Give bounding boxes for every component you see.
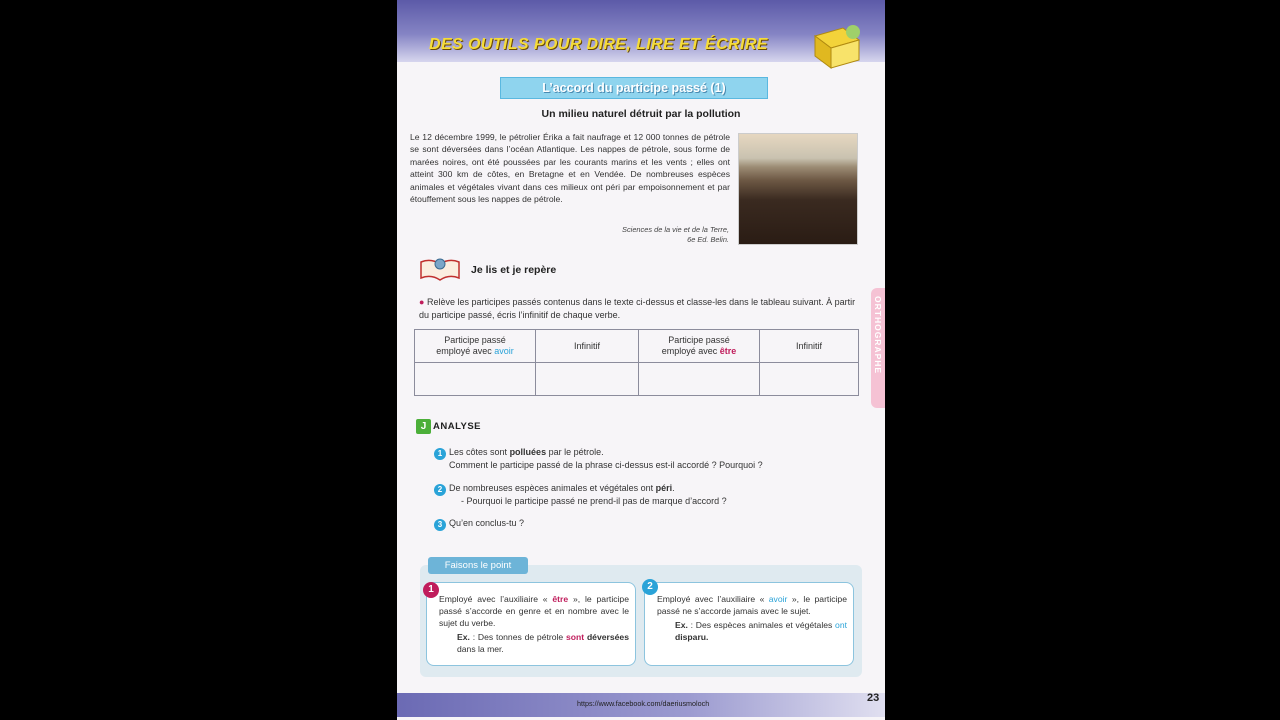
- lesson-subtitle: Un milieu naturel détruit par la pollution: [541, 108, 741, 120]
- rule-text: », le participe passé ne s’accorde jamais avec le sujet.: [657, 594, 847, 616]
- rule-example: [439, 631, 629, 655]
- rule-box-1: [426, 582, 636, 666]
- rule-keyword: être: [552, 594, 569, 604]
- question-number: 2: [434, 484, 446, 496]
- question-text: - Pourquoi le participe passé ne prend-il pas de marque d’accord ?: [461, 496, 727, 506]
- example-auxiliary: ont: [835, 620, 847, 630]
- question-text: Comment le participe passé de la phrase ci-dessus est-il accordé ? Pourquoi ?: [449, 460, 763, 470]
- oil-spill-photo: [738, 133, 858, 245]
- example-text: dans la mer.: [457, 644, 504, 654]
- header-keyword: être: [719, 346, 737, 356]
- question-text: Les côtes sont: [449, 447, 508, 457]
- summary-tab: Faisons le point: [428, 557, 528, 574]
- question-keyword: péri: [655, 483, 673, 493]
- example-label: Ex.: [675, 620, 688, 630]
- lesson-title: L’accord du participe passé (1): [500, 77, 768, 99]
- bullet-icon: ●: [419, 297, 425, 307]
- open-book-icon: [419, 256, 461, 282]
- question-text: De nombreuses espèces animales et végétales ont: [449, 483, 654, 493]
- example-text: : Des espèces animales et végétales: [690, 620, 833, 630]
- question-number: 1: [434, 448, 446, 460]
- table-cell[interactable]: [536, 363, 639, 396]
- question-number: 3: [434, 519, 446, 531]
- rule-text: Employé avec l’auxiliaire «: [657, 594, 765, 604]
- header-text: Participe passé: [444, 335, 506, 345]
- page-banner: [397, 0, 885, 62]
- example-label: Ex.: [457, 632, 470, 642]
- page-number: 23: [867, 692, 880, 704]
- example-participle: déversées: [586, 632, 629, 642]
- instruction-text: [419, 296, 859, 322]
- example-text: : Des tonnes de pétrole: [472, 632, 564, 642]
- rule-text: », le participe passé s’accorde en genre et en nombre avec le sujet du verbe.: [439, 594, 629, 628]
- rule-keyword: avoir: [768, 594, 788, 604]
- rule-example: [657, 619, 847, 643]
- table-cell[interactable]: [639, 363, 760, 396]
- source-citation: [577, 225, 729, 245]
- question-2: De nombreuses espèces animales et végétales ont péri. - Pourquoi le participe passé ne prend-il pas de marque d’accord ?: [449, 483, 727, 506]
- question-1: [449, 446, 763, 472]
- question-3: Qu’en conclus-tu ?: [449, 518, 525, 528]
- source-line-2: 6e Ed. Belin.: [687, 235, 729, 244]
- participle-table: [414, 329, 859, 396]
- section-title-lis: Je lis et je repère: [471, 264, 557, 276]
- table-header-cell: Infinitif: [760, 330, 859, 363]
- side-tab-label: ORTHOGRAPHE: [873, 296, 883, 375]
- publisher-logo-icon: [809, 22, 869, 74]
- instruction-body: Relève les participes passés contenus dans le texte ci-dessus et classe-les dans le tableau suivant. À partir du participe passé, écris l’infinitif de chaque verbe.: [419, 297, 856, 320]
- textbook-page: [397, 0, 885, 720]
- rule-box-2: [644, 582, 854, 666]
- question-text: par le pétrole.: [548, 447, 604, 457]
- table-header-cell: [415, 330, 536, 363]
- rule-number-1: 1: [423, 582, 439, 598]
- table-cell[interactable]: [760, 363, 859, 396]
- rule-text: Employé avec l’auxiliaire «: [439, 594, 548, 604]
- analyse-label: ANALYSE: [433, 421, 482, 432]
- header-text: employé avec: [436, 346, 492, 356]
- table-header-cell: Infinitif: [536, 330, 639, 363]
- table-cell[interactable]: [415, 363, 536, 396]
- header-text: Participe passé: [668, 335, 730, 345]
- lesson-paragraph: Le 12 décembre 1999, le pétrolier Érika a fait naufrage et 12 000 tonnes de pétrole se sont déversées dans l’océan Atlantique. Les nappes de pétrole, sous forme de marées noires, ont été poussées par les courants marins et les vents ; elles ont atteint 300 km de côtes, en Bretagne et en Vendée. De nombreuses espèces animales et végétales vivant dans ces milieux ont péri par empoisonnement et par étouffement sous les nappes de pétrole.: [410, 132, 730, 205]
- table-header-cell: [639, 330, 760, 363]
- example-participle: disparu.: [675, 632, 709, 642]
- header-text: employé avec: [661, 346, 718, 356]
- banner-title: DES OUTILS POUR DIRE, LIRE ET ÉCRIRE: [429, 36, 768, 53]
- analyse-badge: J: [416, 419, 431, 434]
- source-line-1: Sciences de la vie et de la Terre,: [622, 225, 729, 234]
- rule-number-2: 2: [642, 579, 658, 595]
- header-keyword: avoir: [494, 346, 514, 356]
- example-auxiliary: sont: [566, 632, 585, 642]
- question-keyword: polluées: [509, 447, 547, 457]
- footer-url: https://www.facebook.com/daeriusmoloch: [577, 699, 710, 708]
